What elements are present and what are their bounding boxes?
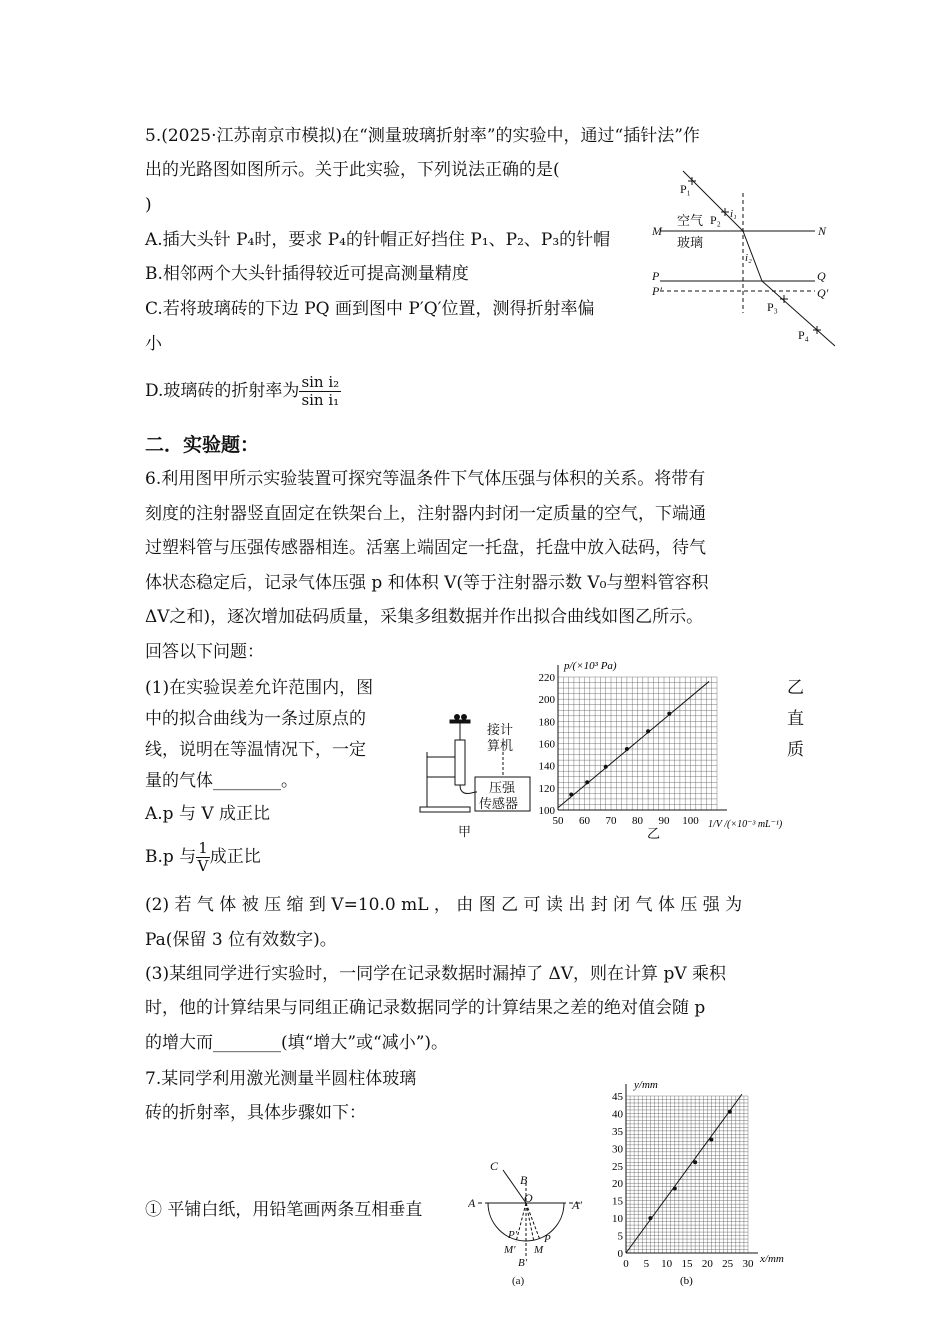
q6-line: 刻度的注射器竖直固定在铁架台上，注射器内封闭一定质量的空气，下端通 xyxy=(145,504,706,524)
y-tick-label: 180 xyxy=(538,716,555,729)
q6-right-char: 质 xyxy=(787,740,804,760)
data-point xyxy=(673,1186,677,1190)
q7-yx-chart xyxy=(598,1076,798,1291)
data-point xyxy=(646,729,650,733)
q6-apparatus-figure xyxy=(415,712,535,842)
plastic-tube xyxy=(460,785,477,793)
fraction-denominator: sin i₁ xyxy=(301,391,340,409)
label-computer: 算机 xyxy=(487,738,514,753)
label-a-prime: A′ xyxy=(572,1198,582,1212)
data-point xyxy=(693,1160,697,1164)
caption-yi: 乙 xyxy=(647,826,661,840)
data-point xyxy=(648,1216,652,1220)
q6-right-char: 直 xyxy=(787,709,804,729)
label-c: C xyxy=(490,1159,499,1173)
label-p-prime: P′ xyxy=(652,284,662,298)
data-point xyxy=(709,1138,713,1142)
y-tick-label: 25 xyxy=(612,1160,623,1173)
data-point xyxy=(569,792,573,796)
data-point xyxy=(667,712,671,716)
y-tick-label: 120 xyxy=(538,782,555,795)
q6-part3-line: 时，他的计算结果与同组正确记录数据同学的计算结果之差的绝对值会随 p xyxy=(145,998,706,1018)
label-i1: i₁ xyxy=(730,208,737,220)
q5-option-d xyxy=(145,374,341,409)
label-b-prime: B′ xyxy=(518,1257,528,1269)
label-sensor-1: 压强 xyxy=(489,780,516,795)
x-tick-label: 25 xyxy=(722,1258,734,1270)
x-tick-label: 10 xyxy=(661,1258,673,1270)
y-tick-label: 40 xyxy=(612,1108,623,1121)
label-p: P xyxy=(544,1233,551,1245)
caption-a: (a) xyxy=(512,1275,525,1287)
q6-part1-line: 中的拟合曲线为一条过原点的 xyxy=(145,709,366,729)
x-tick-label: 90 xyxy=(658,815,670,827)
q6-line: 过塑料管与压强传感器相连。活塞上端固定一托盘，托盘中放入砝码，待气 xyxy=(145,538,706,558)
label-p3: P₃ xyxy=(767,300,778,314)
y-tick-label: 5 xyxy=(617,1230,623,1243)
y-axis-label: p/(×10³ Pa) xyxy=(564,660,617,672)
reflected-ray-1 xyxy=(526,1203,540,1240)
q6-option-a: A.p 与 V 成正比 xyxy=(145,804,271,824)
data-point xyxy=(728,1110,732,1114)
q5-option-d-prefix: D.玻璃砖的折射率为 xyxy=(145,381,300,401)
x-tick-label: 80 xyxy=(632,815,643,827)
q7-step1: ① 平铺白纸，用铅笔画两条互相垂直 xyxy=(145,1200,423,1220)
weight-icon xyxy=(462,715,467,720)
q5-option-a: A.插大头针 P₄时，要求 P₄的针帽正好挡住 P₁、P₂、P₃的针帽 xyxy=(145,230,611,250)
x-tick-label: 15 xyxy=(681,1258,693,1270)
label-m-prime: M′ xyxy=(504,1244,516,1256)
label-q-prime: Q′ xyxy=(817,286,829,300)
fit-line xyxy=(558,681,709,807)
label-q: Q xyxy=(817,269,826,283)
q7-line1: 7.某同学利用激光测量半圆柱体玻璃 xyxy=(145,1069,417,1089)
q5-line3: ) xyxy=(145,195,152,215)
q6-part2-line: Pa(保留 3 位有效数字)。 xyxy=(145,930,337,950)
label-m: M xyxy=(534,1244,544,1256)
x-axis-label: 1/V /(×10⁻³ mL⁻¹) xyxy=(708,819,783,830)
data-point xyxy=(604,765,608,769)
data-point xyxy=(625,747,629,751)
section-heading: 二．实验题： xyxy=(145,434,260,456)
fraction-numerator: sin i₂ xyxy=(301,373,340,391)
y-tick-label: 10 xyxy=(612,1213,623,1226)
label-m: M xyxy=(652,224,662,238)
q6-part1-line: (1)在实验误差允许范围内，图 xyxy=(145,678,374,698)
label-i2: i₂ xyxy=(745,252,752,264)
label-p2: P₂ xyxy=(710,213,721,227)
x-axis-label: x/mm xyxy=(760,1253,784,1265)
label-o: O xyxy=(524,1191,533,1205)
reflected-ray-2 xyxy=(526,1203,534,1242)
q5-option-d-fraction xyxy=(299,374,341,409)
q6-option-b-fraction xyxy=(196,840,210,875)
caption-b: (b) xyxy=(680,1275,693,1287)
q7-semicircle-figure xyxy=(468,1158,593,1288)
q6-part3-line: 的增大而________(填“增大”或“减小”)。 xyxy=(145,1033,449,1053)
chart-grid xyxy=(626,1084,758,1253)
y-tick-label: 140 xyxy=(538,760,555,773)
x-tick-label: 60 xyxy=(579,815,590,827)
x-tick-label: 100 xyxy=(682,815,699,827)
q6-pressure-chart xyxy=(530,655,790,840)
chart-marks xyxy=(539,672,710,827)
y-tick-label: 30 xyxy=(612,1143,623,1156)
q6-line: 回答以下问题： xyxy=(145,642,264,662)
data-point xyxy=(585,780,589,784)
x-tick-label: 30 xyxy=(742,1258,754,1270)
q6-part1-line: 量的气体________。 xyxy=(145,771,298,791)
label-p-prime: P′ xyxy=(508,1229,518,1241)
label-a: A xyxy=(468,1196,476,1210)
fit-line xyxy=(626,1094,742,1253)
q5-light-path-figure xyxy=(650,163,840,353)
weight-icon xyxy=(455,715,460,720)
y-tick-label: 160 xyxy=(538,738,555,751)
y-tick-label: 220 xyxy=(538,672,555,684)
label-b: B xyxy=(520,1173,528,1187)
q6-part3-line: (3)某组同学进行实验时，一同学在记录数据时漏掉了 ΔV，则在计算 pV 乘积 xyxy=(145,964,727,984)
pin-p3 xyxy=(780,295,788,303)
q6-line: ΔV之和)，逐次增加砝码质量，采集多组数据并作出拟合曲线如图乙所示。 xyxy=(145,607,704,627)
label-sensor-2: 传感器 xyxy=(479,796,519,811)
fraction-denominator: V xyxy=(197,857,209,875)
label-air: 空气 xyxy=(677,213,704,228)
q5-option-c-cont: 小 xyxy=(145,334,162,354)
label-p1: P₁ xyxy=(680,182,691,196)
x-tick-label: 5 xyxy=(643,1258,650,1270)
x-tick-label: 20 xyxy=(701,1258,713,1270)
label-p4: P₄ xyxy=(798,328,809,342)
y-tick-label: 15 xyxy=(612,1195,623,1208)
y-tick-label: 35 xyxy=(612,1125,623,1138)
reflected-ray-3 xyxy=(516,1203,526,1242)
fraction-numerator: 1 xyxy=(198,839,208,857)
q5-option-b: B.相邻两个大头针插得较近可提高测量精度 xyxy=(145,264,469,284)
q5-line1: 5.(2025·江苏南京市模拟)在“测量玻璃折射率”的实验中，通过“插针法”作 xyxy=(145,126,700,146)
x-tick-label: 70 xyxy=(605,815,617,827)
q6-right-char: 乙 xyxy=(787,678,804,698)
q7-line2: 砖的折射率，具体步骤如下： xyxy=(145,1103,366,1123)
y-tick-label: 100 xyxy=(538,805,555,817)
q6-option-b-prefix: B.p 与 xyxy=(145,847,197,867)
caption-jia: 甲 xyxy=(458,824,472,839)
x-tick-label: 0 xyxy=(623,1258,629,1270)
label-glass: 玻璃 xyxy=(677,235,704,250)
y-tick-label: 45 xyxy=(612,1091,623,1103)
y-axis-label: y/mm xyxy=(634,1079,658,1091)
stand-base xyxy=(420,807,470,812)
q6-line: 6.利用图甲所示实验装置可探究等温条件下气体压强与体积的关系。将带有 xyxy=(145,469,706,489)
q6-part1-line: 线，说明在等温情况下，一定 xyxy=(145,740,366,760)
weight-tray xyxy=(450,720,470,723)
pin-p2 xyxy=(721,208,729,216)
q6-line: 体状态稳定后，记录气体压强 p 和体积 V(等于注射器示数 V₀与塑料管容积 xyxy=(145,573,709,593)
q6-option-b xyxy=(145,840,261,875)
q5-line2: 出的光路图如图所示。关于此实验，下列说法正确的是( xyxy=(145,160,560,180)
label-p: P xyxy=(652,269,660,283)
q5-option-c: C.若将玻璃砖的下边 PQ 画到图中 P′Q′位置，测得折射率偏 xyxy=(145,299,595,319)
q6-part2-line: (2) 若 气 体 被 压 缩 到 V=10.0 mL ， 由 图 乙 可 读 出 封 闭 气 体 压 强 为 xyxy=(145,895,743,915)
label-n: N xyxy=(818,224,827,238)
x-tick-label: 50 xyxy=(552,815,564,827)
syringe-body xyxy=(455,740,465,785)
q6-option-b-suffix: 成正比 xyxy=(209,847,261,867)
y-tick-label: 200 xyxy=(538,694,555,707)
y-tick-label: 0 xyxy=(617,1248,623,1260)
label-connect: 接计 xyxy=(487,722,514,737)
y-tick-label: 20 xyxy=(612,1178,623,1191)
